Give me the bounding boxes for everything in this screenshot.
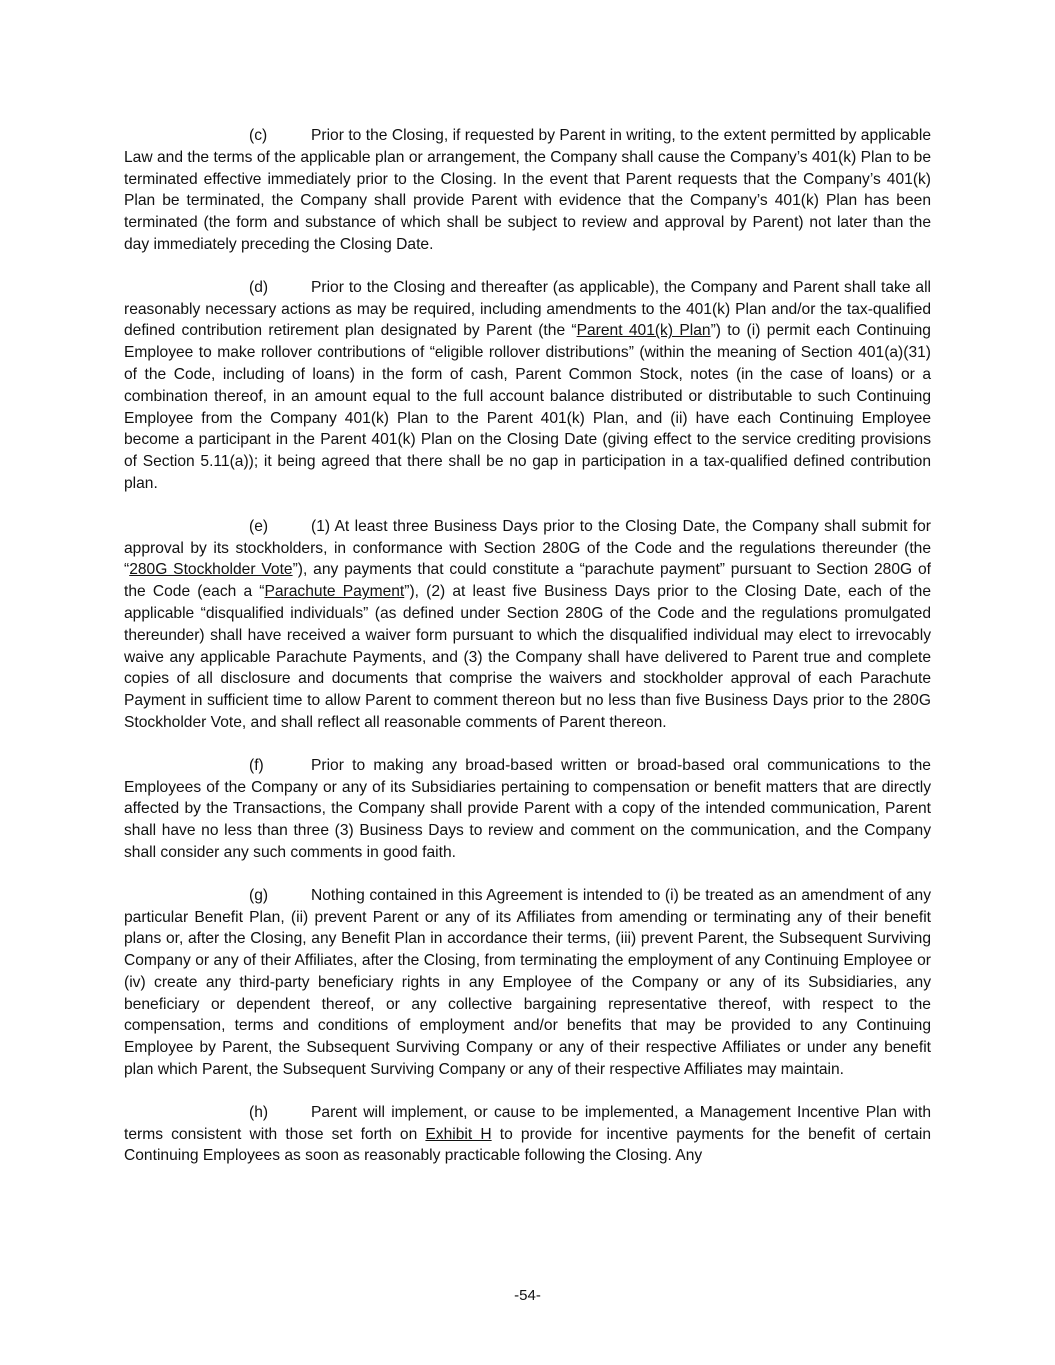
paragraph-d bbox=[124, 277, 931, 495]
paragraph-text: to provide for incentive payments for the benefit of certain Continuing Employees as soon as reasonably practicable following the Closing. Any bbox=[124, 1125, 932, 1165]
paragraph-label: (h) bbox=[249, 1103, 269, 1121]
paragraph-text: Parent will implement, or cause to be implemented, a Management Incentive Plan with terms consistent with those set forth on bbox=[124, 1103, 931, 1143]
defined-term-parachute-payment: Parachute Payment bbox=[264, 583, 405, 601]
defined-term-parent-401k-plan: Parent 401(k) Plan bbox=[576, 322, 711, 340]
paragraph-e bbox=[124, 516, 931, 734]
document-body bbox=[124, 125, 931, 1188]
paragraph-text: Prior to the Closing, if requested by Parent in writing, to the extent permitted by applicable Law and the terms of the applicable plan or arrangement, the Company shall cause the Company’s 401(k) Plan to be terminated effective immediately prior to the Closing. In the event that Parent requests that the Company’s 401(k) Plan be terminated, the Company shall provide Parent with evidence that the Company’s 401(k) Plan has been terminated (the form and substance of which shall be subject to review and approval by Parent) not later than the day immediately preceding the Closing Date. bbox=[124, 127, 931, 253]
paragraph-text: ”), any payments that could constitute a “parachute payment” pursuant to Section 280G of the Code (each a “ bbox=[124, 561, 931, 601]
paragraph-label: (f) bbox=[249, 756, 264, 774]
page-number: -54- bbox=[514, 1287, 541, 1304]
paragraph-g bbox=[124, 885, 931, 1081]
paragraph-text: ”), (2) at least five Business Days prior to the Closing Date, each of the applicable “disqualified individuals” (as defined under Section 280G of the Code and the regulations promulgated thereunder) shall have received a waiver form pursuant to which the disqualified individual may elect to irrevocably waive any applicable Parachute Payments, and (3) the Company shall have delivered to Parent true and complete copies of all disclosure and documents that comprise the waivers and stockholder approval of each Parachute Payment in sufficient time to allow Parent to comment thereon but no less than five Business Days prior to the 280G Stockholder Vote, and shall reflect all reasonable comments of Parent thereon. bbox=[124, 583, 931, 731]
paragraph-f bbox=[124, 755, 931, 864]
paragraph-label: (d) bbox=[249, 278, 269, 296]
paragraph-label: (c) bbox=[249, 127, 268, 144]
defined-term-280g-stockholder-vote: 280G Stockholder Vote bbox=[129, 561, 293, 579]
paragraph-text: Nothing contained in this Agreement is intended to (i) be treated as an amendment of any particular Benefit Plan, (ii) prevent Parent or any of its Affiliates from amending or terminating any of their benefit plans or, after the Closing, any Benefit Plan in accordance their terms, (iii) prevent Parent, the Subsequent Surviving Company or any of their Affiliates, after the Closing, from terminating the employment of any Continuing Employee or (iv) create any third-party beneficiary rights in any Employee of the Company or any of its Subsidiaries, any beneficiary or dependent thereof, or any collective bargaining representative thereof, with respect to the compensation, terms and conditions of employment and/or benefits that may be provided to any Continuing Employee by Parent, the Subsequent Surviving Company or any of their respective Affiliates or under any benefit plan which Parent, the Subsequent Surviving Company or any of their respective Affiliates may maintain. bbox=[124, 886, 931, 1079]
paragraph-label: (g) bbox=[249, 886, 269, 904]
paragraph-text: Prior to making any broad-based written or broad-based oral communications to the Employees of the Company or any of its Subsidiaries pertaining to compensation or benefit matters that are directly affected by the Transactions, the Company shall provide Parent with a copy of the intended communication, Parent shall have no less than three (3) Business Days to review and comment on the communication, and the Company shall consider any such comments in good faith. bbox=[124, 756, 931, 861]
paragraph-label: (e) bbox=[249, 517, 269, 535]
paragraph-text: Prior to the Closing and thereafter (as applicable), the Company and Parent shall take all reasonably necessary actions as may be required, including amendments to the 401(k) Plan and/or the tax-qualified defined contribution retirement plan designated by Parent (the “ bbox=[124, 278, 931, 340]
paragraph-c bbox=[124, 125, 931, 256]
exhibit-h-reference: Exhibit H bbox=[425, 1125, 492, 1143]
paragraph-text: (1) At least three Business Days prior to the Closing Date, the Company shall submit for approval by its stockholders, in conformance with Section 280G of the Code and the regulations thereunder (the “ bbox=[124, 517, 931, 579]
paragraph-text: ”) to (i) permit each Continuing Employee to make rollover contributions of “eligible rollover distributions” (within the meaning of Section 401(a)(31) of the Code, including of loans) in the form of cash, Parent Common Stock, notes (in the case of loans) or a combination thereof, in an amount equal to the full account balance distributed or distributable to such Continuing Employee from the Company 401(k) Plan to the Parent 401(k) Plan, and (ii) have each Continuing Employee become a participant in the Parent 401(k) Plan on the Closing Date (giving effect to the service crediting provisions of Section 5.11(a)); it being agreed that there shall be no gap in participation in a tax-qualified defined contribution plan. bbox=[124, 322, 931, 492]
paragraph-h bbox=[124, 1102, 931, 1167]
